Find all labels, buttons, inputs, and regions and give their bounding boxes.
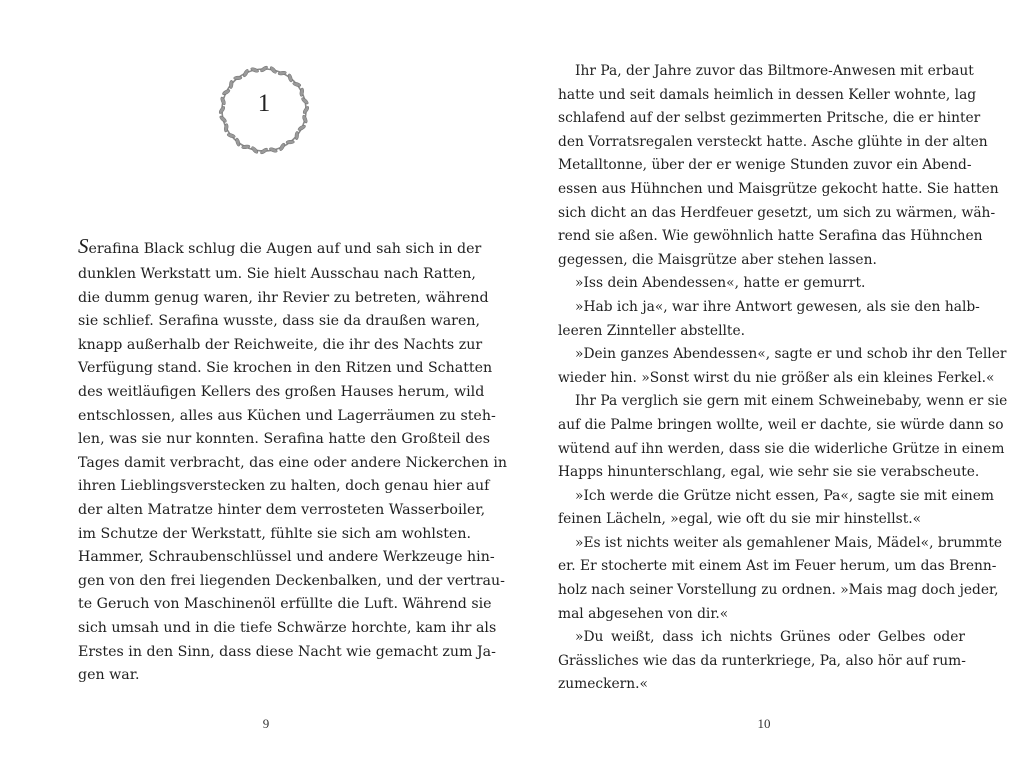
page-number: 9	[262, 716, 270, 731]
wreath-leaf	[287, 73, 293, 82]
text-line: die dumm genug waren, ihr Revier zu betreten, während	[78, 289, 489, 306]
text-line: leeren Zinnteller abstellte.	[558, 322, 745, 339]
right-text-block	[558, 60, 1008, 697]
initial-letter: S	[78, 234, 89, 258]
wreath-leaf	[269, 147, 278, 153]
text-line: »Es ist nichts weiter als gemahlener Mais, Mädel«, brummte	[575, 534, 1003, 551]
left-text-block	[78, 234, 508, 688]
text-line: den Vorratsregalen versteckt hatte. Asche glühte in der alten	[558, 133, 988, 150]
text-line: Hammer, Schraubenschlüssel und andere Werkzeuge hin-	[78, 549, 495, 566]
wreath-leaf	[297, 124, 306, 131]
text-line: hatte und seit damals heimlich in dessen Keller wohnte, lag	[558, 86, 977, 103]
text-line: Verfügung stand. Sie krochen in den Ritzen und Schatten	[78, 360, 493, 377]
text-line: dunklen Werkstatt um. Sie hielt Ausschau nach Ratten,	[78, 266, 476, 282]
text-line: sich umsah und in die tiefe Schwärze horchte, kam ihr als	[78, 619, 497, 636]
text-line: essen aus Hühnchen und Maisgrütze gekocht hatte. Sie hatten	[558, 180, 999, 197]
wreath-leaf	[250, 67, 259, 73]
wreath-leaf	[233, 76, 242, 80]
text-line: sie schlief. Serafina wusste, dass sie da draußen waren,	[78, 313, 481, 330]
text-line: des weitläufigen Kellers des großen Hauses herum, wild	[78, 383, 485, 400]
wreath-leaf	[286, 140, 295, 144]
text-line: ihren Lieblingsverstecken zu halten, doch genau hier auf	[78, 478, 490, 495]
text-line: Tages damit verbracht, das eine oder andere Nickerchen in	[78, 454, 508, 471]
text-line: »Dein ganzes Abendessen«, sagte er und schob ihr den Teller	[575, 346, 1007, 363]
text-line: der alten Matratze hinter dem verrosteten Wasserboiler,	[78, 501, 486, 518]
wreath-leaf	[260, 65, 269, 73]
page-number: 10	[757, 716, 771, 731]
text-line: entschlossen, alles aus Küchen und Lagerräumen zu steh-	[78, 407, 496, 424]
wreath-leaf	[242, 69, 249, 78]
wreath-leaf	[227, 133, 236, 139]
text-line: feinen Lächeln, »egal, wie oft du sie mir hinstellst.«	[558, 511, 922, 528]
text-line: »Hab ich ja«, war ihre Antwort gewesen, als sie den halb-	[575, 298, 980, 315]
text-line: Metalltonne, über der er wenige Stunden zuvor ein Abend-	[558, 157, 972, 174]
text-line: holz nach seiner Vorstellung zu ordnen. »Mais mag doch jeder,	[558, 582, 999, 599]
wreath-leaf	[260, 147, 269, 155]
text-line: Happs hinunterschlang, egal, wie sehr sie sie verabscheute.	[558, 464, 980, 481]
text-line: im Schutze der Werkstatt, fühlte sie sich am wohlsten.	[78, 525, 471, 542]
text-line: Ihr Pa verglich sie gern mit einem Schweinebaby, wenn er sie	[575, 393, 1008, 410]
text-line: rend sie aßen. Wie gewöhnlich hatte Serafina das Hühnchen	[558, 228, 983, 245]
text-line: »Ich werde die Grütze nicht essen, Pa«, sagte sie mit einem	[575, 487, 995, 504]
text-line: mal abgesehen von dir.«	[558, 605, 729, 622]
text-line: sich dicht an das Herdfeuer gesetzt, um sich zu wärmen, wäh-	[558, 204, 996, 221]
text-line: Serafina Black schlug die Augen auf und sah sich in der	[78, 234, 482, 258]
wreath-leaf	[292, 81, 301, 87]
text-line: schlafend auf der selbst gezimmerten Pritsche, die er hinter	[558, 110, 981, 127]
chapter-number: 1	[257, 90, 271, 117]
text-line: len, was sie nur konnten. Serafina hatte den Großteil des	[78, 431, 490, 448]
text-line: Erstes in den Sinn, dass diese Nacht wie gemacht zum Ja-	[78, 643, 496, 660]
text-line: knapp außerhalb der Reichweite, die ihr des Nachts zur	[78, 336, 483, 353]
wreath-leaf	[295, 131, 299, 140]
text-line: gegessen, die Maisgrütze aber stehen lassen.	[558, 251, 877, 268]
text-line: te Geruch von Maschinenöl erfüllte die Luft. Während sie	[78, 596, 492, 613]
text-line: er. Er stocherte mit einem Ast im Feuer herum, um das Brenn-	[558, 558, 997, 575]
text-line: Ihr Pa, der Jahre zuvor das Biltmore-Anwesen mit erbaut	[575, 63, 974, 79]
wreath-leaf	[229, 80, 233, 89]
text-line: Grässliches wie das da runterkriege, Pa, also hör auf rum-	[558, 652, 966, 669]
text-line: »Du weißt, dass ich nichts Grünes oder Gelbes oder	[575, 629, 965, 646]
text-line: gen von den frei liegenden Deckenbalken, und der vertrau-	[78, 572, 505, 589]
text-line: gen war.	[78, 667, 140, 684]
text-line: auf die Palme bringen wollte, weil er dachte, sie würde dann so	[558, 416, 1004, 433]
text-line: wieder hin. »Sonst wirst du nie größer als ein kleines Ferkel.«	[558, 369, 995, 386]
right-page	[512, 0, 1024, 766]
text-line: zumeckern.«	[558, 676, 648, 693]
chapter-heading	[211, 60, 317, 160]
text-line: wütend auf ihn werden, dass sie die widerliche Grütze in einem	[558, 440, 1005, 457]
text-line: »Iss dein Abendessen«, hatte er gemurrt.	[575, 275, 866, 292]
wreath-leaf	[235, 138, 241, 147]
wreath-leaf	[279, 142, 286, 151]
